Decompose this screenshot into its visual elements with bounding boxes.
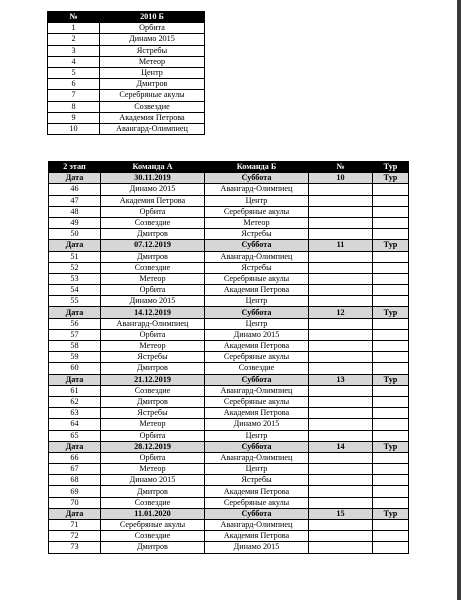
match-number: 60 (49, 363, 101, 374)
teams-header-row (48, 12, 205, 23)
match-number: 57 (49, 329, 101, 340)
match-extra-number (309, 464, 373, 475)
match-row (49, 318, 409, 329)
match-row (49, 520, 409, 531)
match-row (49, 273, 409, 284)
match-extra-tour (373, 497, 409, 508)
match-team-b: Серебряные акулы (205, 396, 309, 407)
match-team-a: Орбита (101, 206, 205, 217)
match-team-a: Ястребы (101, 408, 205, 419)
team-name: Метеор (100, 56, 205, 67)
match-number: 65 (49, 430, 101, 441)
match-extra-tour (373, 452, 409, 463)
round-day: Суббота (205, 173, 309, 184)
match-extra-tour (373, 408, 409, 419)
match-extra-number (309, 206, 373, 217)
match-number: 70 (49, 497, 101, 508)
match-extra-number (309, 184, 373, 195)
match-team-a: Орбита (101, 430, 205, 441)
match-row (49, 184, 409, 195)
round-day: Суббота (205, 508, 309, 519)
match-team-a: Созвездие (101, 262, 205, 273)
schedule-body (49, 173, 409, 553)
match-extra-number (309, 273, 373, 284)
team-row (48, 112, 205, 123)
match-extra-number (309, 262, 373, 273)
match-number: 56 (49, 318, 101, 329)
teams-table (47, 11, 205, 135)
match-row (49, 329, 409, 340)
match-team-a: Созвездие (101, 531, 205, 542)
team-row (48, 45, 205, 56)
teams-body (48, 23, 205, 135)
team-number: 10 (48, 123, 100, 134)
match-number: 55 (49, 296, 101, 307)
match-team-b: Авангард-Олимпиец (205, 452, 309, 463)
team-row (48, 123, 205, 134)
match-extra-tour (373, 352, 409, 363)
match-extra-tour (373, 229, 409, 240)
match-team-a: Метеор (101, 419, 205, 430)
schedule-header-stage: 2 этап (49, 162, 101, 173)
schedule-header-row (49, 162, 409, 173)
match-team-a: Метеор (101, 464, 205, 475)
match-extra-number (309, 430, 373, 441)
match-row (49, 285, 409, 296)
match-extra-number (309, 329, 373, 340)
match-team-b: Ястребы (205, 475, 309, 486)
match-extra-tour (373, 419, 409, 430)
round-day: Суббота (205, 374, 309, 385)
team-name: Динамо 2015 (100, 34, 205, 45)
round-date: 28.12.2019 (101, 441, 205, 452)
match-extra-number (309, 341, 373, 352)
match-extra-number (309, 396, 373, 407)
match-number: 49 (49, 217, 101, 228)
match-number: 59 (49, 352, 101, 363)
match-number: 50 (49, 229, 101, 240)
round-date-label: Дата (49, 173, 101, 184)
match-number: 62 (49, 396, 101, 407)
team-number: 6 (48, 79, 100, 90)
match-row (49, 497, 409, 508)
round-date-row (49, 307, 409, 318)
team-row (48, 67, 205, 78)
match-extra-tour (373, 285, 409, 296)
match-extra-number (309, 285, 373, 296)
round-number: 12 (309, 307, 373, 318)
team-name: Академия Петрова (100, 112, 205, 123)
team-number: 8 (48, 101, 100, 112)
match-extra-number (309, 195, 373, 206)
match-team-a: Метеор (101, 341, 205, 352)
team-name: Серебряные акулы (100, 90, 205, 101)
match-number: 54 (49, 285, 101, 296)
match-number: 66 (49, 452, 101, 463)
match-extra-tour (373, 329, 409, 340)
match-team-a: Серебряные акулы (101, 520, 205, 531)
match-extra-tour (373, 464, 409, 475)
round-tour-label: Тур (373, 307, 409, 318)
match-row (49, 195, 409, 206)
match-team-a: Динамо 2015 (101, 184, 205, 195)
round-tour-label: Тур (373, 374, 409, 385)
match-extra-tour (373, 318, 409, 329)
match-extra-tour (373, 531, 409, 542)
match-row (49, 408, 409, 419)
match-extra-tour (373, 296, 409, 307)
match-row (49, 251, 409, 262)
schedule-header-team-a: Команда А (101, 162, 205, 173)
team-name: Ястребы (100, 45, 205, 56)
match-number: 53 (49, 273, 101, 284)
match-extra-number (309, 229, 373, 240)
match-number: 52 (49, 262, 101, 273)
match-extra-number (309, 520, 373, 531)
match-extra-number (309, 542, 373, 553)
round-number: 10 (309, 173, 373, 184)
match-row (49, 464, 409, 475)
match-row (49, 363, 409, 374)
match-row (49, 531, 409, 542)
team-row (48, 79, 205, 90)
round-number: 14 (309, 441, 373, 452)
match-row (49, 217, 409, 228)
team-name: Созвездие (100, 101, 205, 112)
round-date-row (49, 508, 409, 519)
match-team-b: Авангард-Олимпиец (205, 385, 309, 396)
round-date: 30.11.2019 (101, 173, 205, 184)
team-number: 7 (48, 90, 100, 101)
match-team-b: Динамо 2015 (205, 419, 309, 430)
match-team-a: Дмитров (101, 363, 205, 374)
match-number: 51 (49, 251, 101, 262)
round-date-row (49, 374, 409, 385)
match-extra-tour (373, 520, 409, 531)
match-team-a: Авангард-Олимпиец (101, 318, 205, 329)
match-team-b: Серебряные акулы (205, 352, 309, 363)
match-extra-tour (373, 396, 409, 407)
round-date: 11.01.2020 (101, 508, 205, 519)
teams-header-group: 2010 Б (100, 12, 205, 23)
match-number: 48 (49, 206, 101, 217)
match-team-b: Ястребы (205, 229, 309, 240)
match-team-a: Академия Петрова (101, 195, 205, 206)
team-number: 4 (48, 56, 100, 67)
team-number: 9 (48, 112, 100, 123)
team-number: 2 (48, 34, 100, 45)
match-row (49, 206, 409, 217)
match-team-b: Динамо 2015 (205, 329, 309, 340)
match-row (49, 262, 409, 273)
match-extra-tour (373, 430, 409, 441)
round-tour-label: Тур (373, 240, 409, 251)
match-extra-number (309, 475, 373, 486)
match-team-b: Академия Петрова (205, 341, 309, 352)
match-extra-number (309, 385, 373, 396)
round-tour-label: Тур (373, 173, 409, 184)
teams-header-number: № (48, 12, 100, 23)
round-date: 07.12.2019 (101, 240, 205, 251)
match-extra-tour (373, 251, 409, 262)
match-number: 58 (49, 341, 101, 352)
match-team-b: Серебряные акулы (205, 273, 309, 284)
match-extra-tour (373, 217, 409, 228)
match-row (49, 486, 409, 497)
match-team-a: Орбита (101, 329, 205, 340)
round-tour-label: Тур (373, 441, 409, 452)
match-row (49, 475, 409, 486)
match-extra-number (309, 251, 373, 262)
team-row (48, 34, 205, 45)
match-team-b: Центр (205, 195, 309, 206)
round-day: Суббота (205, 240, 309, 251)
match-row (49, 542, 409, 553)
match-extra-tour (373, 385, 409, 396)
team-number: 1 (48, 23, 100, 34)
team-row (48, 23, 205, 34)
team-name: Орбита (100, 23, 205, 34)
match-row (49, 452, 409, 463)
match-team-a: Орбита (101, 285, 205, 296)
round-number: 13 (309, 374, 373, 385)
match-extra-tour (373, 195, 409, 206)
match-extra-tour (373, 341, 409, 352)
round-date-row (49, 240, 409, 251)
match-team-a: Дмитров (101, 229, 205, 240)
match-team-a: Дмитров (101, 396, 205, 407)
match-extra-number (309, 217, 373, 228)
match-extra-number (309, 497, 373, 508)
round-date: 14.12.2019 (101, 307, 205, 318)
match-extra-number (309, 408, 373, 419)
match-extra-number (309, 296, 373, 307)
match-extra-tour (373, 206, 409, 217)
match-number: 72 (49, 531, 101, 542)
match-extra-number (309, 363, 373, 374)
match-team-a: Орбита (101, 452, 205, 463)
round-number: 15 (309, 508, 373, 519)
round-day: Суббота (205, 307, 309, 318)
match-team-a: Ястребы (101, 352, 205, 363)
round-date-row (49, 441, 409, 452)
match-team-b: Центр (205, 464, 309, 475)
match-team-b: Авангард-Олимпиец (205, 520, 309, 531)
match-row (49, 396, 409, 407)
match-number: 47 (49, 195, 101, 206)
match-team-a: Созвездие (101, 497, 205, 508)
match-row (49, 229, 409, 240)
match-number: 46 (49, 184, 101, 195)
match-extra-tour (373, 262, 409, 273)
match-team-b: Академия Петрова (205, 531, 309, 542)
match-number: 71 (49, 520, 101, 531)
match-extra-tour (373, 542, 409, 553)
match-extra-tour (373, 486, 409, 497)
round-date-row (49, 173, 409, 184)
match-number: 63 (49, 408, 101, 419)
match-team-b: Центр (205, 318, 309, 329)
match-team-b: Авангард-Олимпиец (205, 184, 309, 195)
match-team-a: Метеор (101, 273, 205, 284)
team-row (48, 56, 205, 67)
match-team-b: Центр (205, 430, 309, 441)
match-row (49, 430, 409, 441)
round-date: 21.12.2019 (101, 374, 205, 385)
match-team-a: Созвездие (101, 217, 205, 228)
match-team-a: Динамо 2015 (101, 475, 205, 486)
page-edge-shadow (457, 0, 461, 600)
match-extra-tour (373, 363, 409, 374)
match-number: 69 (49, 486, 101, 497)
match-number: 61 (49, 385, 101, 396)
match-row (49, 341, 409, 352)
round-number: 11 (309, 240, 373, 251)
match-team-a: Дмитров (101, 251, 205, 262)
team-name: Дмитров (100, 79, 205, 90)
match-team-a: Динамо 2015 (101, 296, 205, 307)
match-team-b: Академия Петрова (205, 408, 309, 419)
team-name: Центр (100, 67, 205, 78)
match-team-b: Центр (205, 296, 309, 307)
match-extra-number (309, 452, 373, 463)
team-row (48, 101, 205, 112)
match-extra-tour (373, 184, 409, 195)
team-name: Авангард-Олимпиец (100, 123, 205, 134)
schedule-header-tour: Тур (373, 162, 409, 173)
schedule-header-team-b: Команда Б (205, 162, 309, 173)
match-number: 67 (49, 464, 101, 475)
match-extra-tour (373, 475, 409, 486)
match-extra-tour (373, 273, 409, 284)
match-team-b: Серебряные акулы (205, 497, 309, 508)
match-extra-number (309, 318, 373, 329)
team-number: 5 (48, 67, 100, 78)
match-team-b: Ястребы (205, 262, 309, 273)
team-row (48, 90, 205, 101)
match-extra-number (309, 419, 373, 430)
team-number: 3 (48, 45, 100, 56)
round-date-label: Дата (49, 374, 101, 385)
match-team-a: Созвездие (101, 385, 205, 396)
round-tour-label: Тур (373, 508, 409, 519)
round-day: Суббота (205, 441, 309, 452)
round-date-label: Дата (49, 307, 101, 318)
match-team-b: Академия Петрова (205, 486, 309, 497)
match-row (49, 385, 409, 396)
match-team-b: Метеор (205, 217, 309, 228)
match-number: 68 (49, 475, 101, 486)
match-number: 64 (49, 419, 101, 430)
round-date-label: Дата (49, 441, 101, 452)
match-team-b: Авангард-Олимпиец (205, 251, 309, 262)
match-team-b: Созвездие (205, 363, 309, 374)
match-row (49, 296, 409, 307)
schedule-header-number: № (309, 162, 373, 173)
match-number: 73 (49, 542, 101, 553)
match-team-b: Серебряные акулы (205, 206, 309, 217)
match-row (49, 419, 409, 430)
match-extra-number (309, 486, 373, 497)
round-date-label: Дата (49, 508, 101, 519)
match-team-a: Дмитров (101, 542, 205, 553)
round-date-label: Дата (49, 240, 101, 251)
match-extra-number (309, 531, 373, 542)
match-row (49, 352, 409, 363)
match-team-b: Академия Петрова (205, 285, 309, 296)
match-team-b: Динамо 2015 (205, 542, 309, 553)
match-extra-number (309, 352, 373, 363)
match-team-a: Дмитров (101, 486, 205, 497)
schedule-table (48, 161, 409, 554)
